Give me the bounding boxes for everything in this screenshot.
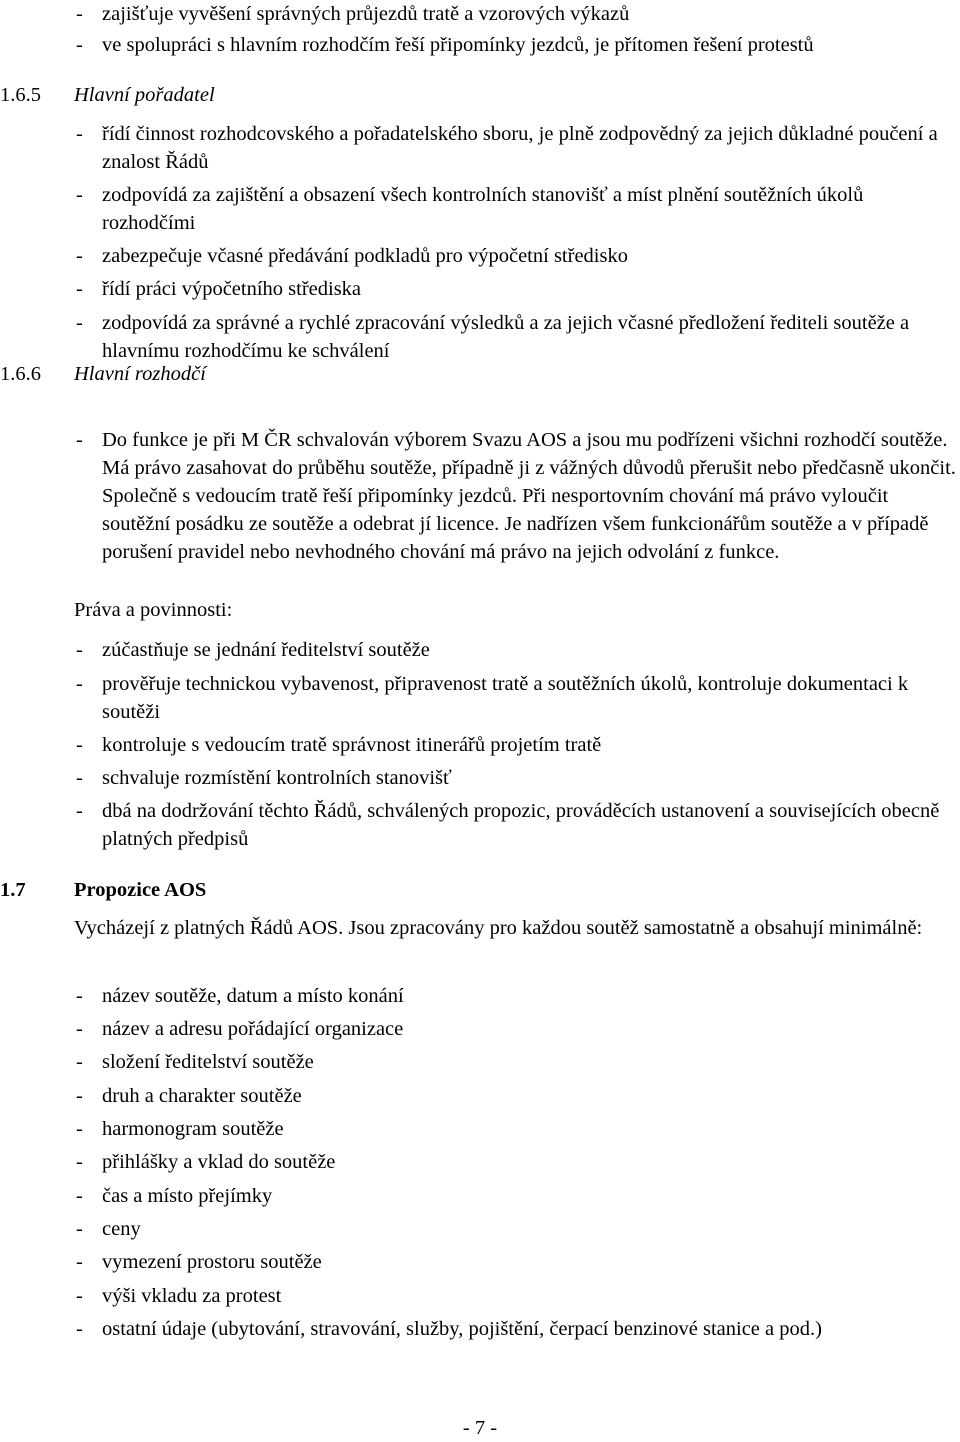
list-item-text: ve spolupráci s hlavním rozhodčím řeší připomínky jezdců, je přítomen řešení protestů — [102, 34, 814, 56]
bullet-dash: - — [76, 734, 83, 756]
bullet-dash: - — [76, 1251, 83, 1273]
list-item — [0, 636, 960, 664]
bullet-dash: - — [76, 1018, 83, 1040]
list-item-text: název a adresu pořádající organizace — [102, 1018, 404, 1040]
list-item-text: vymezení prostoru soutěže — [102, 1251, 322, 1273]
list-item — [0, 309, 960, 365]
list-item — [0, 982, 960, 1010]
bullet-dash: - — [76, 3, 83, 25]
list-item — [0, 731, 960, 759]
section-intro: Vycházejí z platných Řádů AOS. Jsou zpracovány pro každou soutěž samostatně a obsahují minimálně: — [74, 917, 923, 939]
bullet-dash: - — [76, 34, 83, 56]
bullet-dash: - — [76, 767, 83, 789]
section-title: Hlavní pořadatel — [74, 84, 215, 106]
list-item — [0, 1282, 960, 1310]
bullet-dash: - — [76, 1118, 83, 1140]
list-item — [0, 31, 960, 59]
top-list — [0, 0, 960, 56]
rights-label: Práva a povinnosti: — [74, 599, 233, 621]
list-item-text: kontroluje s vedoucím tratě správnost itinerářů projetím tratě — [102, 734, 602, 756]
list-item — [0, 670, 960, 726]
list-item-text: zabezpečuje včasné předávání podkladů pro výpočetní středisko — [102, 245, 628, 267]
list-item — [0, 275, 960, 303]
section-heading-1-6-5 — [0, 81, 960, 109]
bullet-dash: - — [76, 985, 83, 1007]
list-item — [0, 764, 960, 792]
bullet-dash: - — [76, 278, 83, 300]
list-item — [0, 1082, 960, 1110]
bullet-dash: - — [76, 1151, 83, 1173]
section-title: Hlavní rozhodčí — [74, 363, 206, 385]
section-number: 1.6.5 — [0, 84, 41, 106]
list-item — [0, 1315, 960, 1343]
list-item-text: ostatní údaje (ubytování, stravování, služby, pojištění, čerpací benzinové stanice a pod.) — [102, 1318, 822, 1340]
bullet-dash: - — [76, 312, 83, 334]
list-item-text: řídí činnost rozhodcovského a pořadatelského sboru, je plně zodpovědný za jejich důkladné poučení a znalost Řádů — [102, 123, 938, 173]
list-item-text: složení ředitelství soutěže — [102, 1051, 314, 1073]
bullet-dash: - — [76, 1218, 83, 1240]
list-item-text: Do funkce je při M ČR schvalován výborem Svazu AOS a jsou mu podřízeni všichni rozhodčí soutěže. Má právo zasahovat do průběhu soutěže, případně ji z vážných důvodů přerušit nebo předčasně ukončit. Společně s vedoucím tratě řeší připomínky jezdců. Při nesportovním chování má právo vyloučit soutěžní posádku ze soutěže a odebrat jí licence. Je nadřízen všem funkcionářům soutěže a v případě porušení pravidel nebo nevhodného chování má právo na jejich odvolání z funkce. — [102, 429, 956, 563]
list-item — [0, 1115, 960, 1143]
bullet-dash: - — [76, 1051, 83, 1073]
list-item-text: zúčastňuje se jednání ředitelství soutěže — [102, 639, 430, 661]
list-item-text: prověřuje technickou vybavenost, připravenost tratě a soutěžních úkolů, kontroluje dokumentaci k soutěži — [102, 673, 909, 723]
bullet-dash: - — [76, 245, 83, 267]
section-number: 1.7 — [0, 879, 26, 901]
list-item — [0, 1215, 960, 1243]
page-number: - 7 - — [462, 1417, 498, 1439]
section-title: Propozice AOS — [74, 879, 207, 901]
bullet-dash: - — [76, 1085, 83, 1107]
bullet-dash: - — [76, 673, 83, 695]
bullet-dash: - — [76, 1185, 83, 1207]
list-item-text: zodpovídá za zajištění a obsazení všech kontrolních stanovišť a míst plnění soutěžních úkolů rozhodčími — [102, 184, 864, 234]
list-item — [0, 1248, 960, 1276]
list-item — [0, 1048, 960, 1076]
section-number: 1.6.6 — [0, 363, 41, 385]
list-item — [0, 1148, 960, 1176]
list-item — [0, 242, 960, 270]
list-item-text: dbá na dodržování těchto Řádů, schválených propozic, prováděcích ustanovení a souvisejících obecně platných předpisů — [102, 800, 940, 850]
list-item-text: zodpovídá za správné a rychlé zpracování výsledků a za jejich včasné předložení řediteli soutěže a hlavnímu rozhodčímu ke schválení — [102, 312, 910, 362]
list-item — [0, 181, 960, 237]
list-item-text: název soutěže, datum a místo konání — [102, 985, 404, 1007]
list-item-text: harmonogram soutěže — [102, 1118, 284, 1140]
bullet-dash: - — [76, 123, 83, 145]
list-item-text: řídí práci výpočetního střediska — [102, 278, 362, 300]
list-item-text: schvaluje rozmístění kontrolních stanovišť — [102, 767, 452, 789]
section-heading-1-7 — [0, 876, 960, 904]
list-item — [0, 120, 960, 176]
section-heading-1-6-6 — [0, 360, 960, 388]
bullet-dash: - — [76, 639, 83, 661]
list-item — [0, 797, 960, 853]
list-item-text: zajišťuje vyvěšení správných průjezdů tratě a vzorových výkazů — [102, 3, 630, 25]
bullet-dash: - — [76, 429, 83, 451]
bullet-dash: - — [76, 1318, 83, 1340]
list-item — [0, 1182, 960, 1210]
bullet-dash: - — [76, 800, 83, 822]
list-item — [0, 0, 960, 28]
list-item-text: ceny — [102, 1218, 141, 1240]
list-item-text: druh a charakter soutěže — [102, 1085, 302, 1107]
list-item-text: přihlášky a vklad do soutěže — [102, 1151, 336, 1173]
bullet-dash: - — [76, 1285, 83, 1307]
list-item-text: čas a místo přejímky — [102, 1185, 273, 1207]
list-item-text: výši vkladu za protest — [102, 1285, 282, 1307]
list-item — [0, 1015, 960, 1043]
list-item-intro — [0, 426, 960, 566]
bullet-dash: - — [76, 184, 83, 206]
